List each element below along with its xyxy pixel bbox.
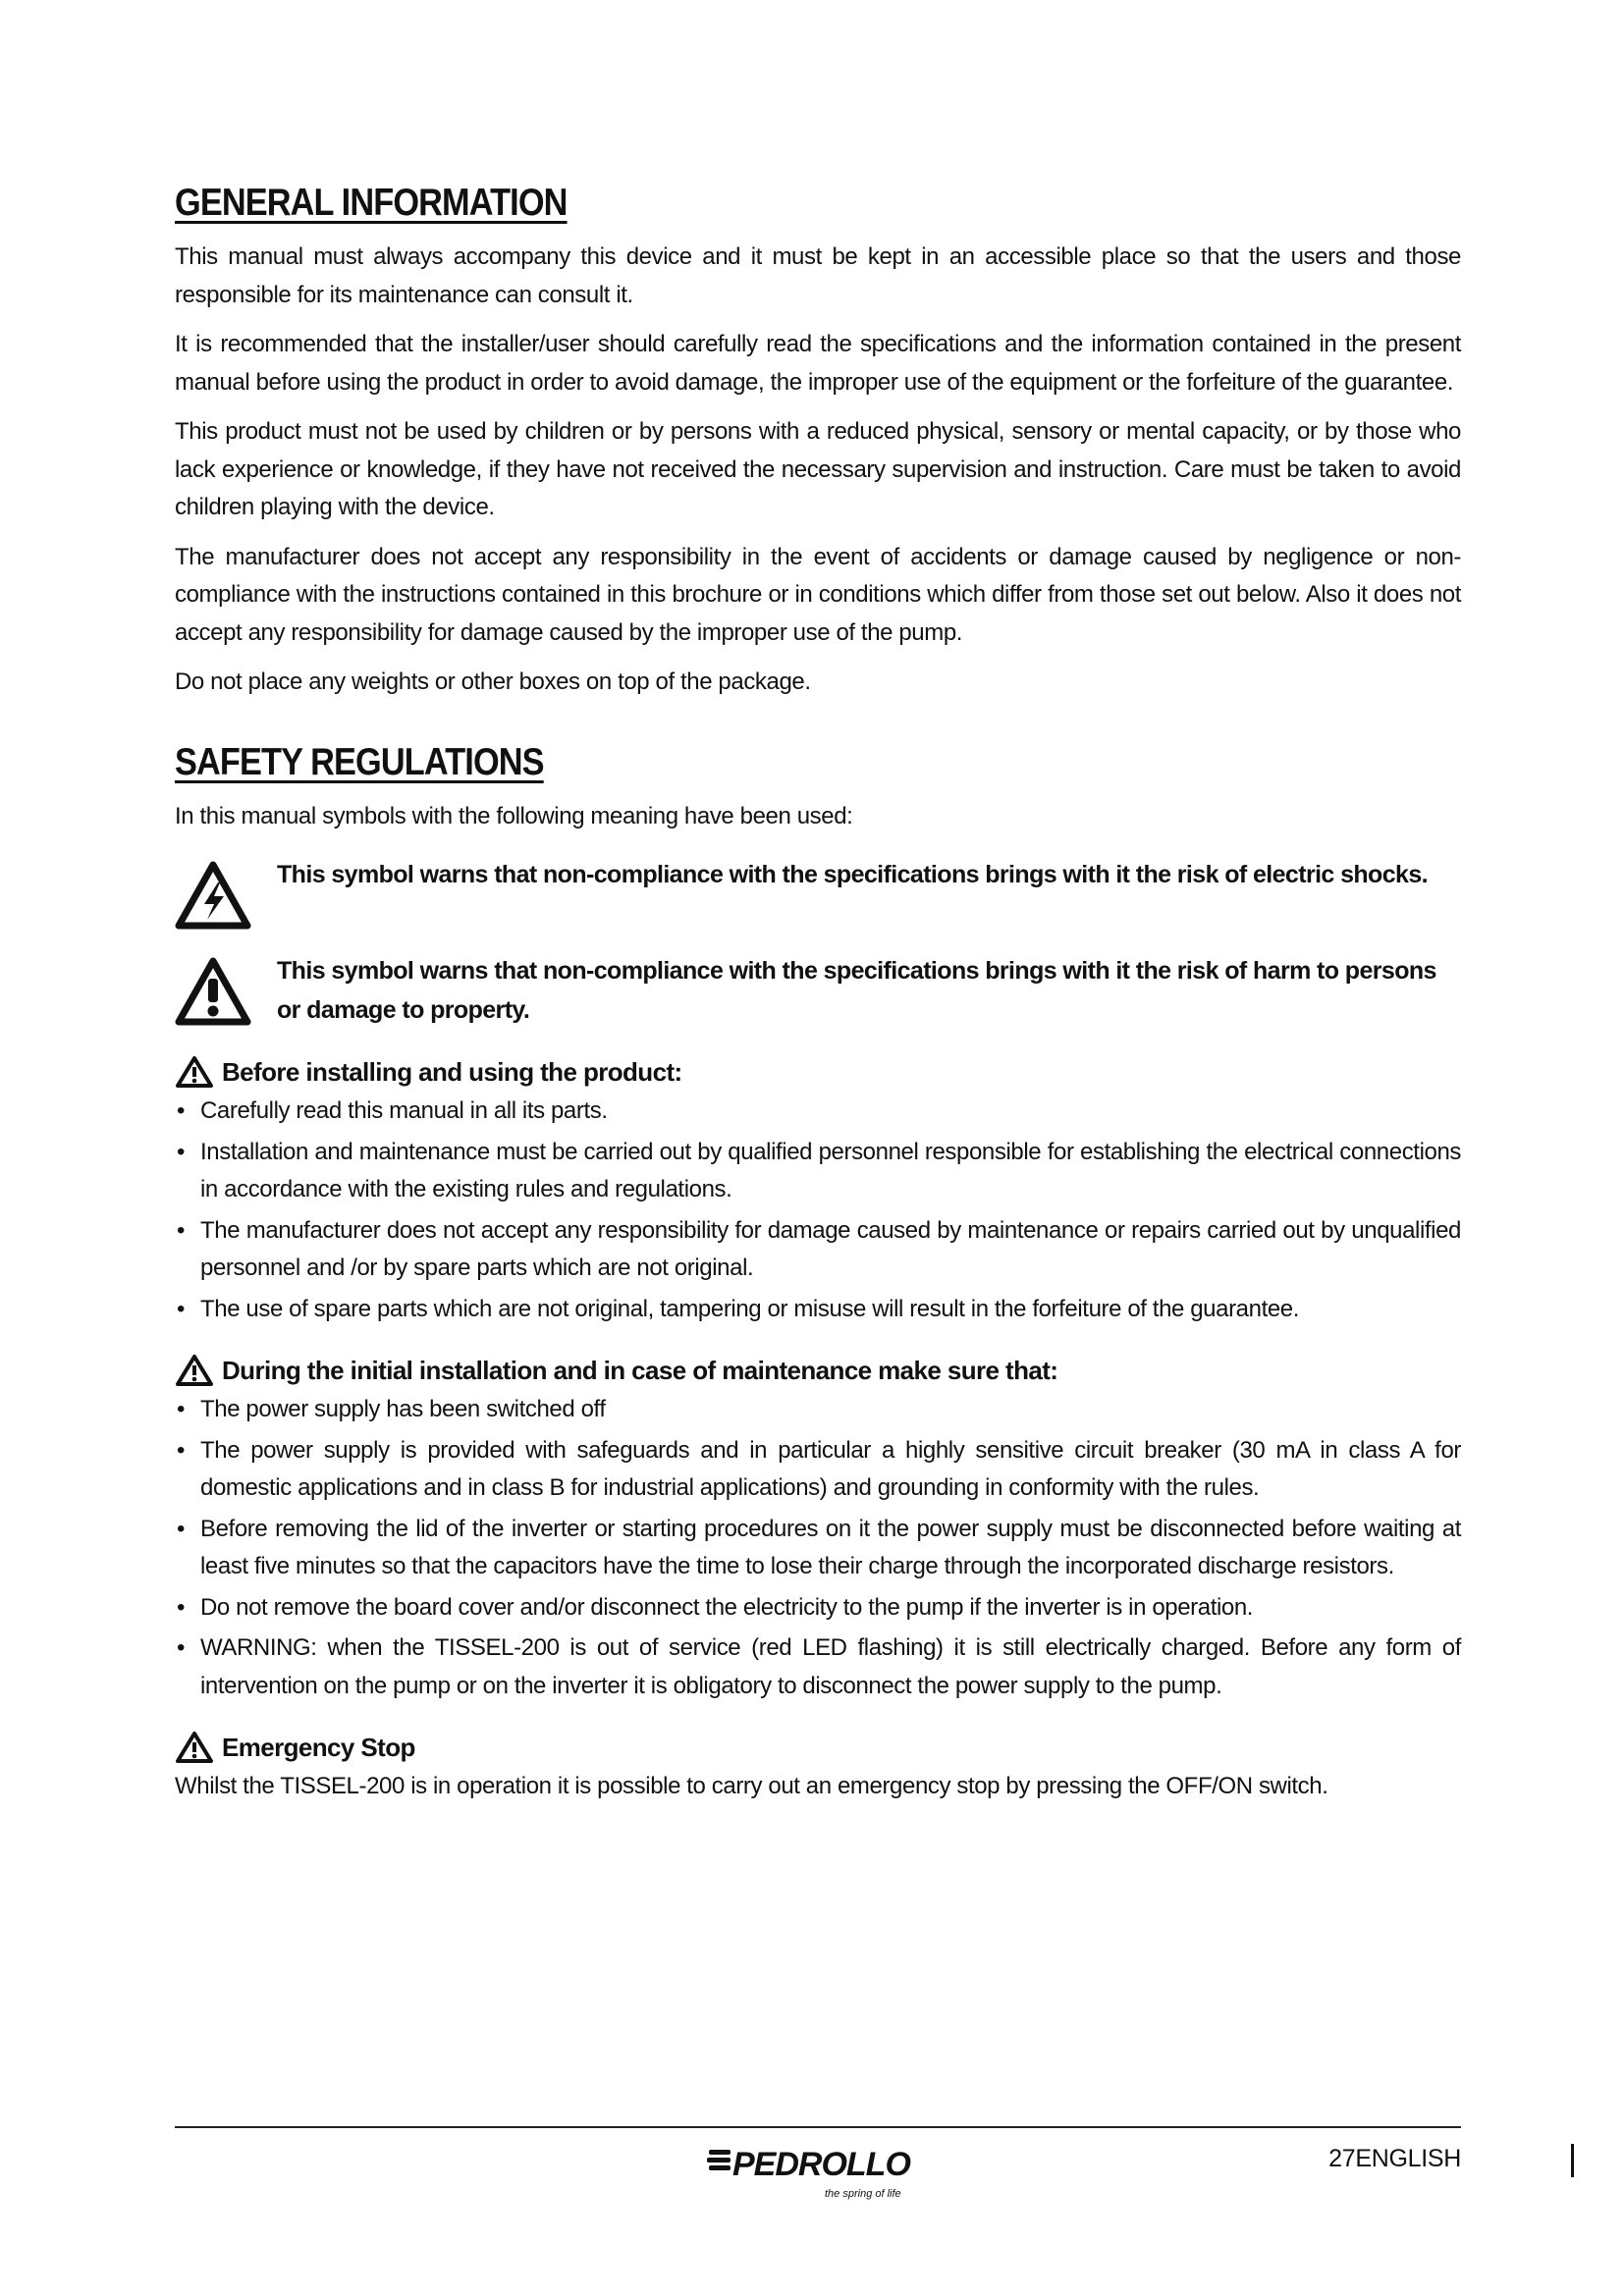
emergency-stop-text: Whilst the TISSEL-200 is in operation it is possible to carry out an emergency stop by pressing the OFF/ON switch. [175, 1773, 1328, 1799]
symbol-warning-text: This symbol warns that non-compliance with the specifications brings with it the risk of harm to persons or damage to property. [277, 957, 1436, 1024]
page-number: 27ENGLISH [1328, 2145, 1461, 2172]
emergency-stop-title: Emergency Stop [222, 1732, 415, 1762]
general-paragraph: Do not place any weights or other boxes on top of the package. [175, 668, 811, 695]
list-item: • Installation and maintenance must be carried out by qualified personnel responsible for establishing the electrical connections in accordance with the existing rules and regulations. [175, 1134, 1461, 1209]
during-installation-title: During the initial installation and in case of maintenance make sure that: [222, 1355, 1058, 1385]
electric-hazard-icon [175, 861, 251, 932]
list-item: • The power supply is provided with safeguards and in particular a highly sensitive circuit breaker (30 mA in class A for domestic applications and in class B for industrial applications) and grounding in conformity with the rules. [175, 1432, 1461, 1508]
during-installation-heading [175, 1354, 1461, 1387]
safety-regulations-heading: SAFETY REGULATIONS [175, 740, 544, 783]
list-item: • Before removing the lid of the inverter or starting procedures on it the power supply must be disconnected before waiting at least five minutes so that the capacitors have the time to lose their charge through the incorporated discharge resistors. [175, 1511, 1461, 1586]
before-installing-heading [175, 1055, 1461, 1089]
during-installation-list [175, 1391, 1461, 1705]
general-paragraph: This manual must always accompany this device and it must be kept in an accessible place so that the users and those responsible for its maintenance can consult it. [175, 243, 1461, 308]
logo-brand: PEDROLLO [732, 2146, 910, 2183]
general-paragraph: It is recommended that the installer/user should carefully read the specifications and the information contained in the present manual before using the product in order to avoid damage, the improper use of the equipment or the forfeiture of the guarantee. [175, 331, 1461, 396]
before-installing-title: Before installing and using the product: [222, 1056, 682, 1087]
list-item: • Carefully read this manual in all its parts. [175, 1093, 1461, 1131]
pedrollo-logo [707, 2140, 933, 2209]
page-edge-bar [1571, 2144, 1574, 2177]
general-information-heading: GENERAL INFORMATION [175, 182, 568, 224]
general-paragraph: This product must not be used by children or by persons with a reduced physical, sensory or mental capacity, or by those who lack experience or knowledge, if they have not received the necessary supervision and instruction. Care must be taken to avoid children playing with the device. [175, 418, 1461, 520]
document-page [175, 182, 1461, 1818]
footer-divider [175, 2126, 1461, 2128]
warning-icon [175, 1354, 214, 1387]
before-installing-list [175, 1093, 1461, 1328]
list-item: • The manufacturer does not accept any responsibility for damage caused by maintenance or repairs carried out by unqualified personnel and /or by spare parts which are not original. [175, 1212, 1461, 1288]
symbol-warning [175, 951, 1461, 1030]
emergency-stop-heading [175, 1731, 1461, 1764]
list-item: • The use of spare parts which are not original, tampering or misuse will result in the forfeiture of the guarantee. [175, 1291, 1461, 1329]
list-item: • The power supply has been switched off [175, 1391, 1461, 1429]
logo-tagline: the spring of life [825, 2188, 901, 2200]
list-item: • WARNING: when the TISSEL-200 is out of service (red LED flashing) it is still electrically charged. Before any form of intervention on the pump or on the inverter it is obligatory to disconnect the power supply to the pump. [175, 1629, 1461, 1705]
warning-icon [175, 1055, 214, 1089]
general-paragraph: The manufacturer does not accept any responsibility in the event of accidents or damage caused by negligence or non-compliance with the instructions contained in this brochure or in conditions which differ from those set out below. Also it does not accept any responsibility for damage caused by the improper use of the pump. [175, 543, 1461, 646]
safety-intro: In this manual symbols with the following meaning have been used: [175, 802, 853, 829]
list-item: • Do not remove the board cover and/or disconnect the electricity to the pump if the inverter is in operation. [175, 1589, 1461, 1628]
warning-icon [175, 957, 251, 1028]
warning-icon [175, 1731, 214, 1764]
symbol-electric [175, 855, 1461, 932]
symbol-electric-text: This symbol warns that non-compliance with the specifications brings with it the risk of electric shocks. [277, 861, 1428, 888]
